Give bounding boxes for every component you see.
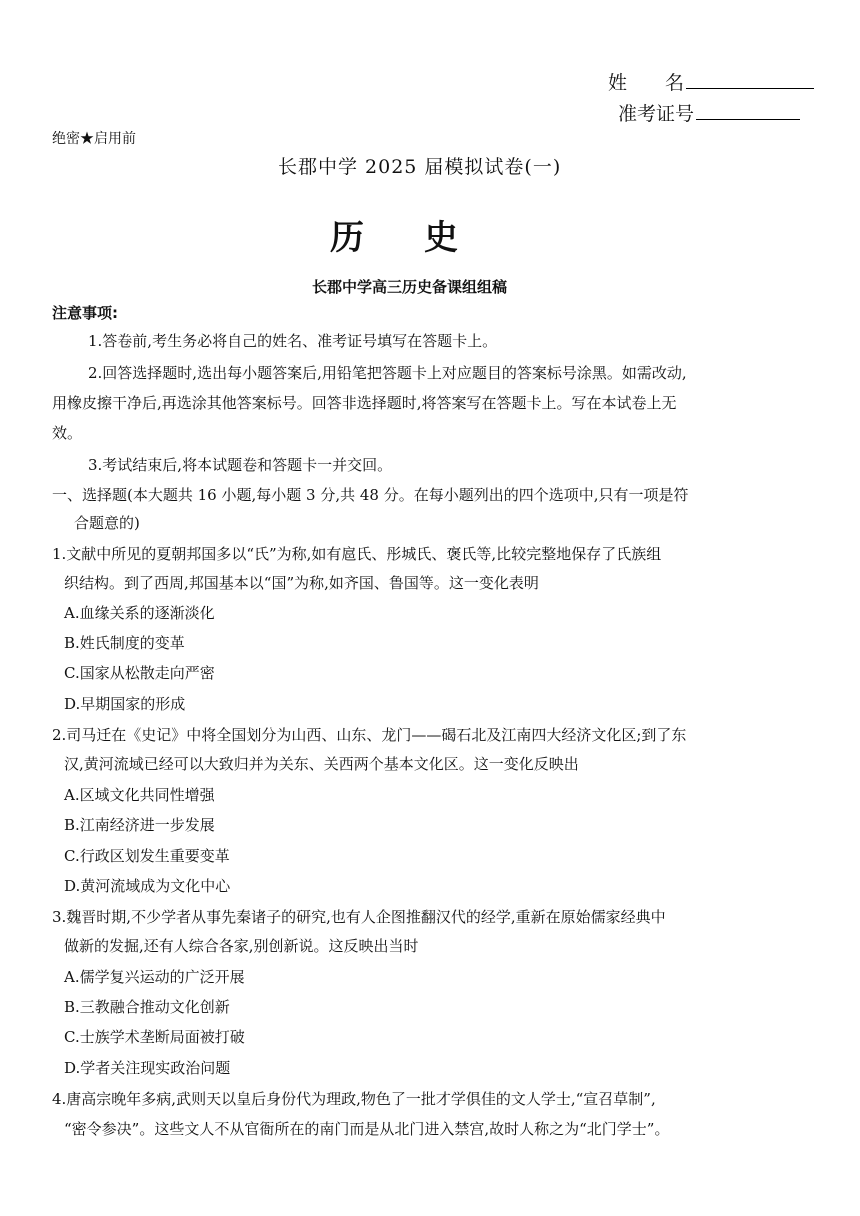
q3-option-c[interactable]: C.士族学术垄断局面被打破: [64, 1028, 245, 1046]
notice-item-2-line-1: 2.回答选择题时,选出每小题答案后,用铅笔把答题卡上对应题目的答案标号涂黑。如需改动,: [88, 364, 687, 382]
section-heading-line-1: 一、选择题(本大题共 16 小题,每小题 3 分,共 48 分。在每小题列出的四个选项中,只有一项是符: [52, 486, 689, 504]
q4-stem-line-1: 4.唐高宗晚年多病,武则天以皇后身份代为理政,物色了一批才学俱佳的文人学士,“宣召草制”,: [52, 1090, 656, 1108]
subject-title: [330, 210, 458, 259]
notice-item-1: 1.答卷前,考生务必将自己的姓名、准考证号填写在答题卡上。: [88, 332, 498, 350]
q2-option-d[interactable]: D.黄河流域成为文化中心: [64, 877, 231, 895]
q4-stem-line-2: “密令参决”。这些文人不从官衙所在的南门而是从北门进入禁宫,故时人称之为“北门学士”。: [64, 1120, 670, 1138]
id-field: [618, 99, 800, 126]
q1-option-b[interactable]: B.姓氏制度的变革: [64, 634, 185, 652]
q1-option-d[interactable]: D.早期国家的形成: [64, 695, 186, 713]
q1-stem-line-2: 织结构。到了西周,邦国基本以“国”为称,如齐国、鲁国等。这一变化表明: [64, 574, 539, 592]
q3-stem-line-2: 做新的发掘,还有人综合各家,别创新说。这反映出当时: [64, 937, 419, 955]
q3-option-d[interactable]: D.学者关注现实政治问题: [64, 1059, 231, 1077]
notice-heading: 注意事项:: [52, 304, 118, 322]
q2-stem-line-2: 汉,黄河流域已经可以大致归并为关东、关西两个基本文化区。这一变化反映出: [64, 755, 579, 773]
q3-option-b[interactable]: B.三教融合推动文化创新: [64, 998, 230, 1016]
exam-title: 长郡中学 2025 届模拟试卷(一): [278, 156, 562, 178]
q2-stem-line-1: 2.司马迁在《史记》中将全国划分为山西、山东、龙门——碣石北及江南四大经济文化区;到了东: [52, 726, 687, 744]
id-blank[interactable]: [696, 101, 800, 120]
q1-option-a[interactable]: A.血缘关系的逐渐淡化: [64, 604, 215, 622]
q2-option-b[interactable]: B.江南经济进一步发展: [64, 816, 215, 834]
notice-item-2-line-2: 用橡皮擦干净后,再选涂其他答案标号。回答非选择题时,将答案写在答题卡上。写在本试卷上无: [52, 394, 677, 412]
secret-mark: 绝密★启用前: [52, 131, 136, 147]
name-field: [608, 68, 814, 95]
section-heading-line-2: 合题意的): [74, 514, 140, 532]
notice-item-3: 3.考试结束后,将本试题卷和答题卡一并交回。: [88, 456, 393, 474]
q1-option-c[interactable]: C.国家从松散走向严密: [64, 664, 215, 682]
q3-option-a[interactable]: A.儒学复兴运动的广泛开展: [64, 968, 245, 986]
q2-option-a[interactable]: A.区域文化共同性增强: [64, 786, 215, 804]
id-label: 准考证号: [618, 103, 695, 125]
name-label: 姓 名: [608, 72, 685, 94]
subject-char-1: 历: [330, 218, 364, 258]
compiler-line: 长郡中学高三历史备课组组稿: [312, 278, 508, 296]
q1-stem-line-1: 1.文献中所见的夏朝邦国多以“氏”为称,如有扈氏、彤城氏、褒氏等,比较完整地保存了氏族组: [52, 545, 662, 563]
notice-item-2-line-3: 效。: [52, 424, 83, 442]
name-blank[interactable]: [686, 70, 814, 89]
q2-option-c[interactable]: C.行政区划发生重要变革: [64, 847, 230, 865]
subject-char-2: 史: [424, 218, 458, 258]
q3-stem-line-1: 3.魏晋时期,不少学者从事先秦诸子的研究,也有人企图推翻汉代的经学,重新在原始儒家经典中: [52, 908, 666, 926]
